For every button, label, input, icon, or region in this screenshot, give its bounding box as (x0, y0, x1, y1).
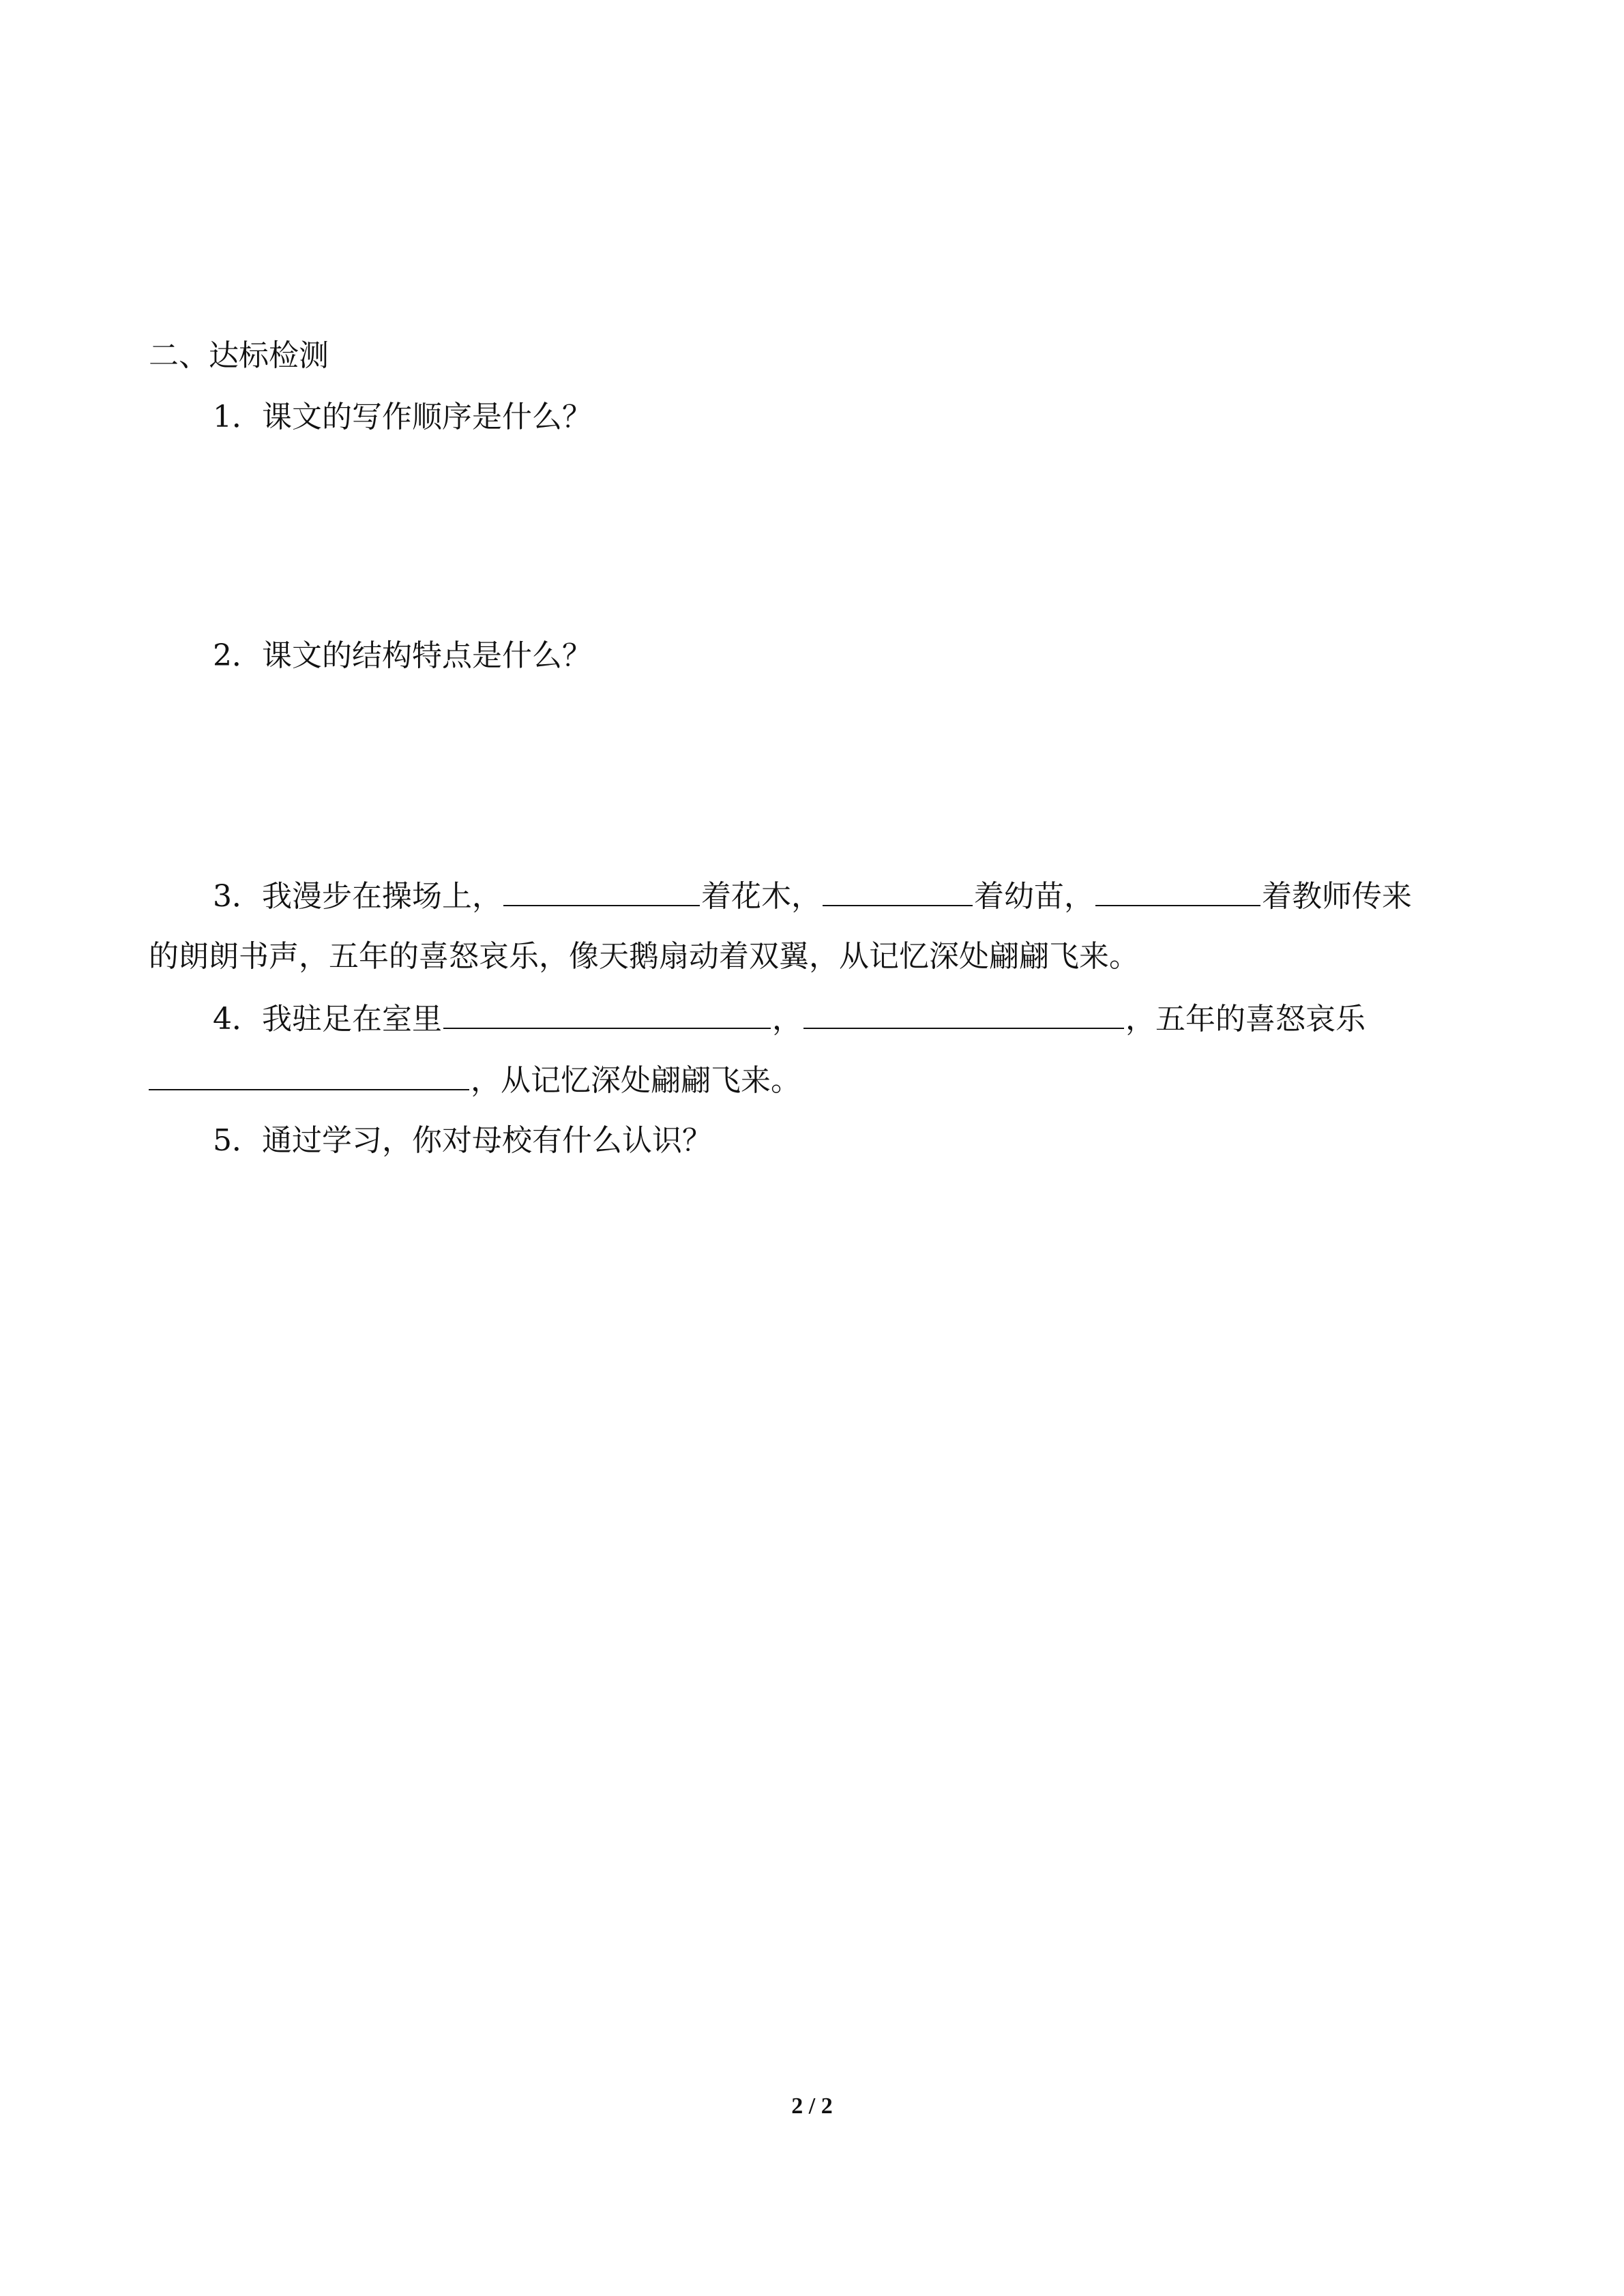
question-3-text-1: 3．我漫步在操场上， (213, 879, 502, 914)
section-title: 二、达标检测 (149, 338, 329, 373)
fill-blank-q3-1[interactable] (503, 875, 700, 906)
question-4-line-1 (213, 998, 1365, 1040)
fill-blank-q3-2[interactable] (823, 875, 973, 906)
question-3-text-3: 着幼苗， (974, 879, 1094, 914)
question-5: 5．通过学习，你对母校有什么认识？ (213, 1123, 712, 1158)
fill-blank-q4-1[interactable] (443, 998, 771, 1029)
question-4-text-4: ，从记忆深处翩翩飞来。 (471, 1063, 801, 1098)
page-number: 2 / 2 (791, 2093, 833, 2119)
fill-blank-q4-3[interactable] (149, 1059, 469, 1090)
question-3-text-4: 着教师传来 (1262, 879, 1412, 914)
question-3-line-1 (213, 875, 1412, 917)
question-4-line-2 (149, 1059, 801, 1101)
question-1: 1．课文的写作顺序是什么？ (213, 400, 592, 434)
question-4-text-2: ， (772, 1002, 802, 1037)
question-3-line-2: 的朗朗书声，五年的喜怒哀乐，像天鹅扇动着双翼，从记忆深处翩翩飞来。 (149, 939, 1139, 974)
question-3-text-2: 着花木， (701, 879, 821, 914)
question-2: 2．课文的结构特点是什么？ (213, 638, 592, 673)
fill-blank-q3-3[interactable] (1095, 875, 1260, 906)
question-4-text-1: 4．我驻足在室里 (213, 1002, 442, 1037)
fill-blank-q4-2[interactable] (803, 998, 1124, 1029)
question-4-text-3: ，五年的喜怒哀乐 (1125, 1002, 1365, 1037)
